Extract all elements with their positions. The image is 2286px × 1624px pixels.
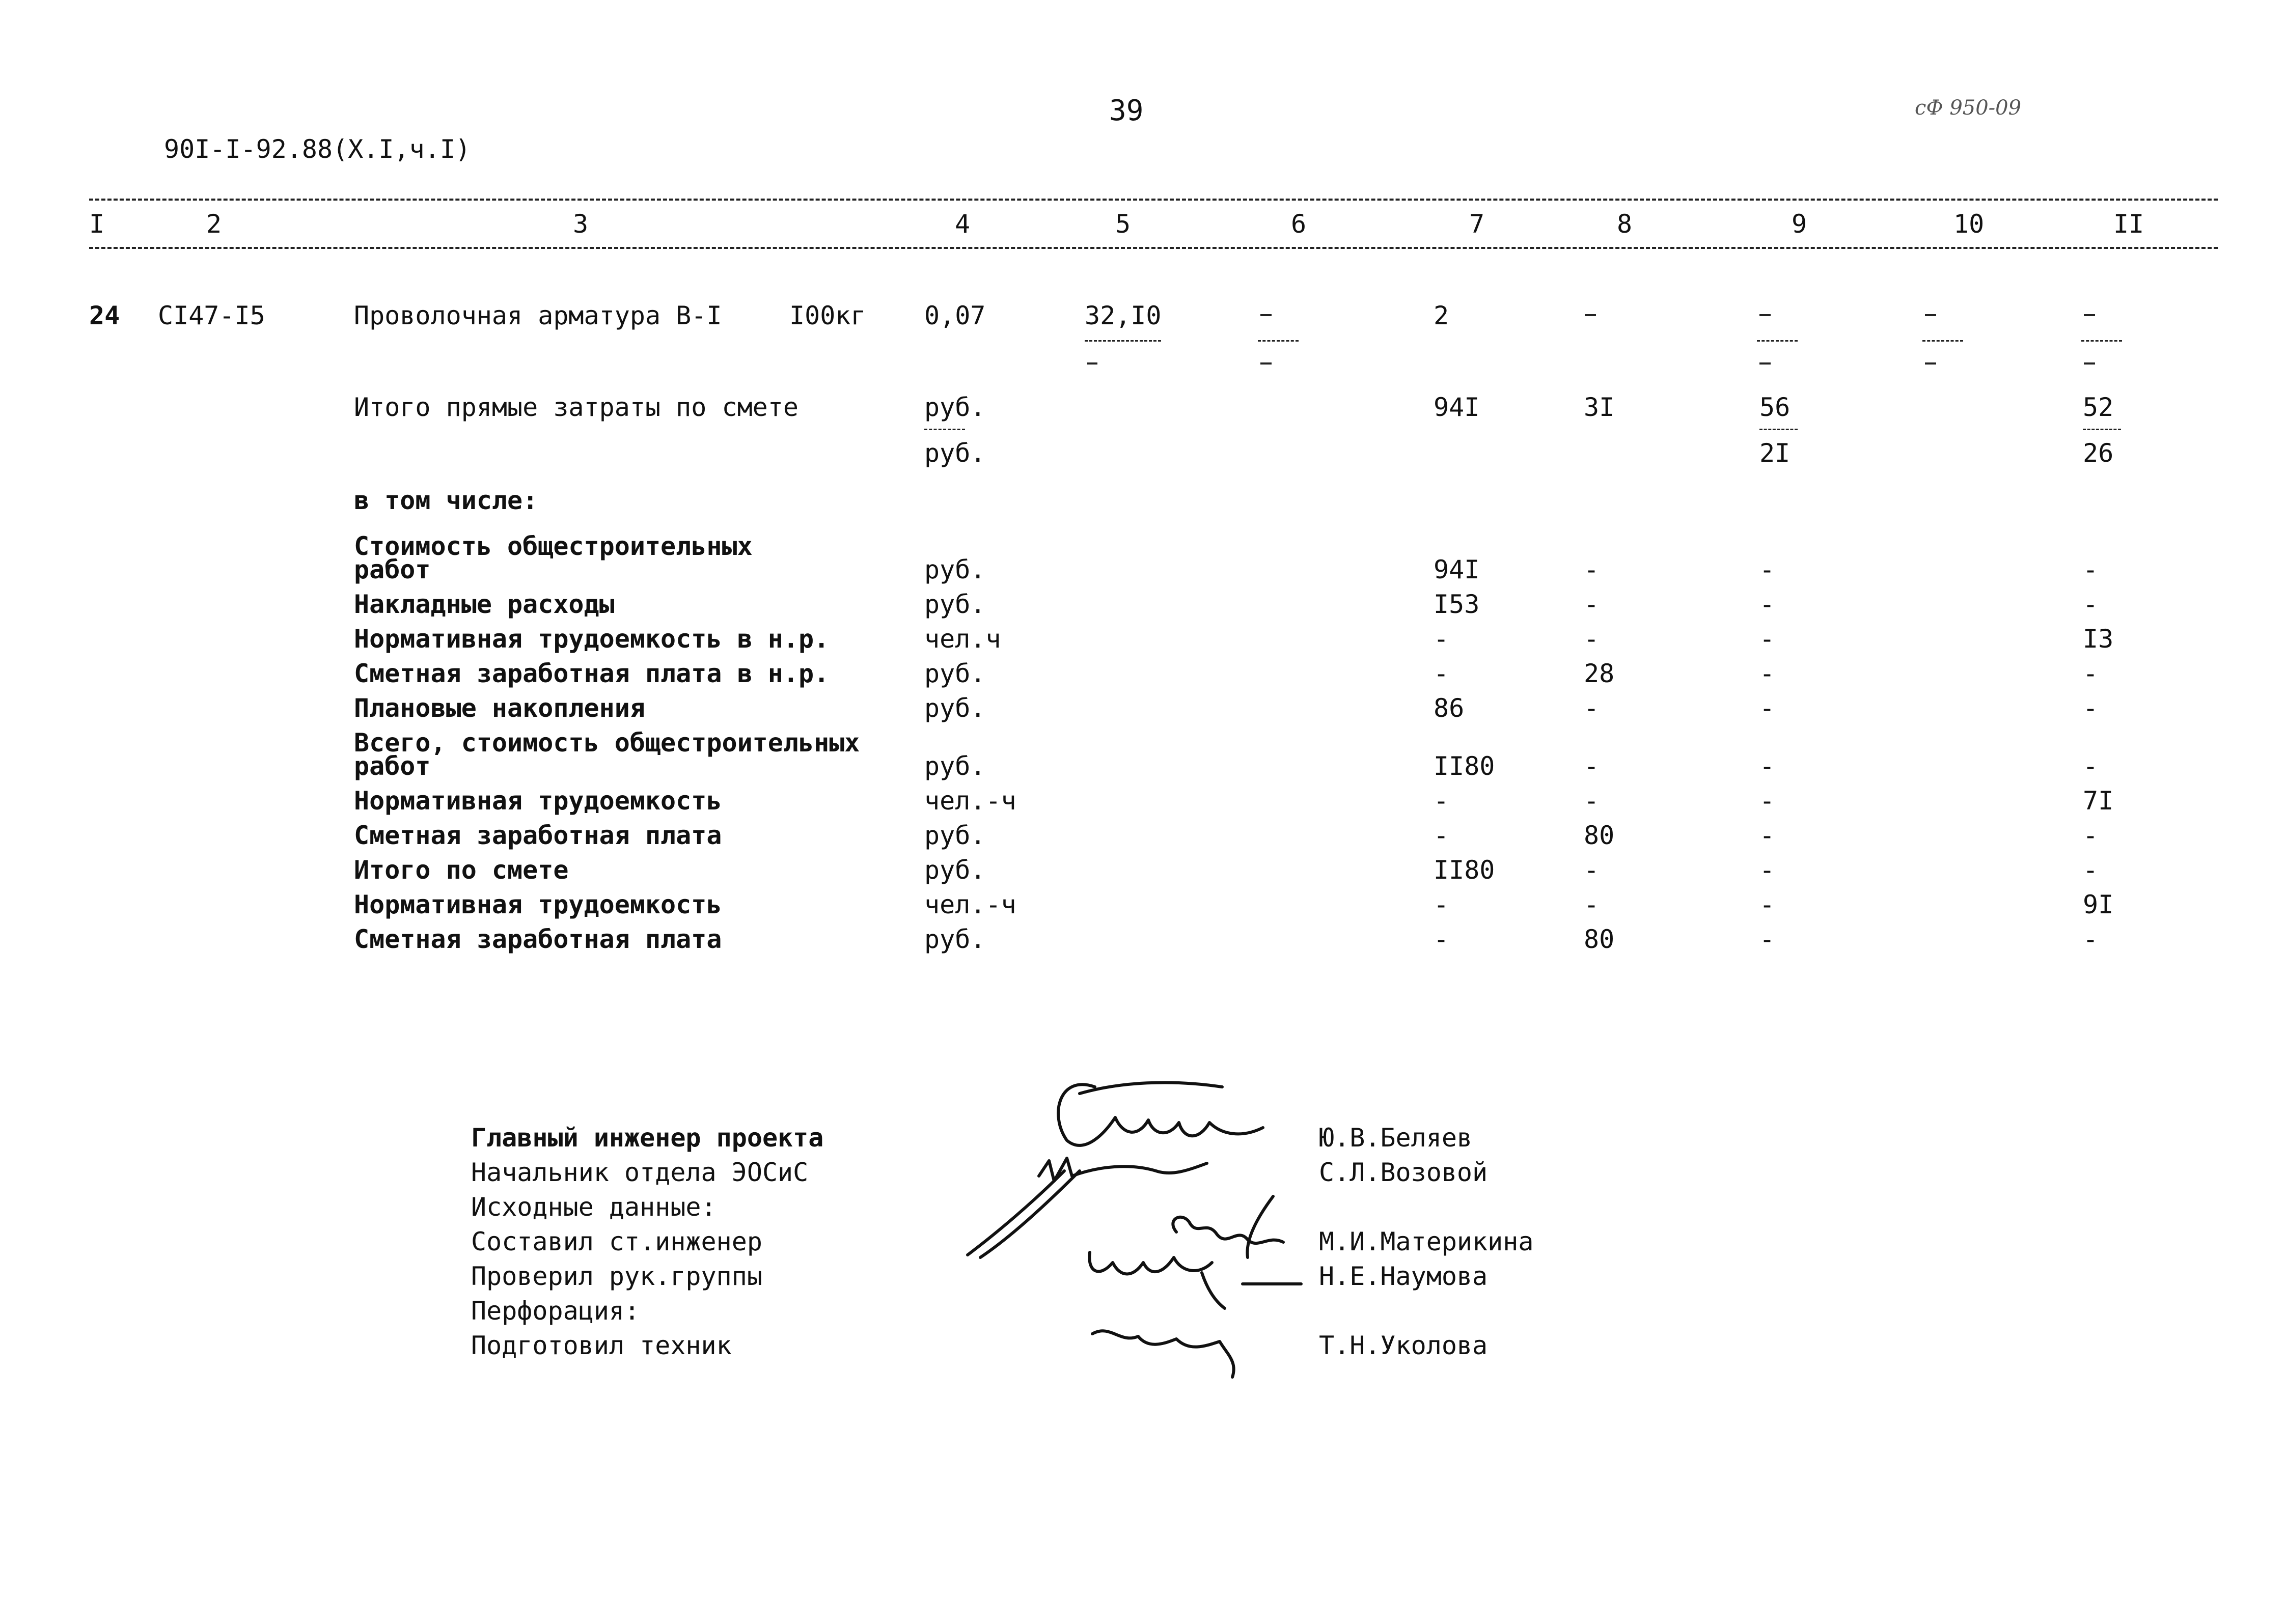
row-c7: - [1434, 890, 1449, 919]
row-label: Сметная заработная плата [354, 925, 722, 954]
col-5: 5 [1115, 209, 1131, 239]
item-number: 24 [89, 301, 120, 330]
row-label: Сметная заработная плата в н.р. [354, 659, 830, 688]
row-label: Накладные расходы [354, 590, 615, 619]
sign-name: М.И.Материкина [1319, 1227, 1534, 1256]
totals-c8: 3I [1584, 393, 1615, 422]
col-7: 7 [1469, 209, 1485, 239]
item-code: CI47-I5 [158, 301, 265, 330]
row-c11: I3 [2083, 624, 2114, 654]
totals-c9-top: 56 [1759, 393, 1791, 422]
row-label: Плановые накопления [354, 693, 645, 723]
sign-role: Перфорация: [471, 1296, 640, 1326]
row-label-cont: работ [354, 555, 431, 584]
row-c7: II80 [1434, 751, 1495, 781]
row-label: Нормативная трудоемкость [354, 890, 722, 919]
row-c7: - [1434, 659, 1449, 688]
row-c11: - [2083, 751, 2099, 781]
row-c8: - [1584, 786, 1600, 816]
totals-label: Итого прямые затраты по смете [354, 393, 798, 422]
item-name: Проволочная арматура В-I [354, 301, 722, 330]
col-11: II [2113, 209, 2144, 239]
row-c11: - [2083, 590, 2099, 619]
row-c11: - [2083, 855, 2099, 885]
row-c11: - [2083, 693, 2099, 723]
row-c11: 9I [2083, 890, 2114, 919]
col-10: 10 [1953, 209, 1985, 239]
row-unit: руб. [924, 693, 986, 723]
row-c7: 94I [1434, 555, 1480, 584]
archive-stamp: сФ 950-09 [1915, 96, 2022, 120]
row-c9: - [1759, 821, 1775, 850]
row-c8: - [1584, 890, 1600, 919]
row-c11: - [2083, 821, 2099, 850]
row-c8: 80 [1584, 821, 1615, 850]
sign-role: Составил ст.инженер [471, 1227, 762, 1256]
row-c8: - [1584, 751, 1600, 781]
row-c9: - [1759, 693, 1775, 723]
col-4: 4 [955, 209, 971, 239]
sign-name: С.Л.Возовой [1319, 1158, 1488, 1187]
totals-c9-bottom: 2I [1759, 438, 1791, 468]
col-1: I [89, 209, 105, 239]
including-label: в том числе: [354, 486, 538, 515]
item-c7: 2 [1434, 301, 1449, 330]
col-8: 8 [1617, 209, 1633, 239]
item-qty: 0,07 [924, 301, 986, 330]
row-c9: - [1759, 555, 1775, 584]
page-number: 39 [1109, 94, 1144, 127]
totals-unit-bottom: руб. [924, 438, 986, 468]
row-c11: - [2083, 925, 2099, 954]
row-c7: - [1434, 925, 1449, 954]
col-9: 9 [1792, 209, 1807, 239]
row-label-cont: работ [354, 751, 431, 781]
row-unit: руб. [924, 855, 986, 885]
row-unit: руб. [924, 590, 986, 619]
sign-role: Проверил рук.группы [471, 1262, 762, 1291]
item-unit: I00кг [789, 301, 866, 330]
row-c9: - [1759, 855, 1775, 885]
document-code: 90I-I-92.88(X.I,ч.I) [164, 134, 471, 164]
item-price: 32,I0 [1085, 301, 1162, 330]
sign-role: Подготовил техник [471, 1331, 732, 1360]
row-c8: - [1584, 693, 1600, 723]
row-c9: - [1759, 890, 1775, 919]
col-3: 3 [573, 209, 589, 239]
row-unit: руб. [924, 751, 986, 781]
row-c7: I53 [1434, 590, 1480, 619]
row-unit: руб. [924, 925, 986, 954]
row-c7: - [1434, 624, 1449, 654]
row-label: Всего, стоимость общестроительных [354, 728, 860, 758]
sign-name: Т.Н.Уколова [1319, 1331, 1488, 1360]
row-c7: 86 [1434, 693, 1465, 723]
row-c7: - [1434, 786, 1449, 816]
row-c8: - [1584, 855, 1600, 885]
row-unit: руб. [924, 555, 986, 584]
col-2: 2 [206, 209, 222, 239]
row-c11: - [2083, 659, 2099, 688]
totals-c11-top: 52 [2083, 393, 2114, 422]
row-label: Нормативная трудоемкость в н.р. [354, 624, 830, 654]
sign-role: Начальник отдела ЭОСиС [471, 1158, 809, 1187]
row-unit: чел.ч [924, 624, 1001, 654]
row-c11: 7I [2083, 786, 2114, 816]
row-c8: 80 [1584, 925, 1615, 954]
col-6: 6 [1291, 209, 1307, 239]
row-label: Нормативная трудоемкость [354, 786, 722, 816]
row-label: Итого по смете [354, 855, 569, 885]
row-c8: 28 [1584, 659, 1615, 688]
row-c9: - [1759, 659, 1775, 688]
sign-role: Главный инженер проекта [471, 1123, 824, 1153]
row-c9: - [1759, 751, 1775, 781]
row-c7: - [1434, 821, 1449, 850]
sign-role: Исходные данные: [471, 1192, 717, 1222]
row-c8: - [1584, 555, 1600, 584]
row-unit: чел.-ч [924, 890, 1016, 919]
row-label: Сметная заработная плата [354, 821, 722, 850]
row-c11: - [2083, 555, 2099, 584]
totals-unit-top: руб. [924, 393, 986, 422]
row-unit: руб. [924, 659, 986, 688]
row-label: Стоимость общестроительных [354, 531, 753, 561]
row-c9: - [1759, 786, 1775, 816]
row-c7: II80 [1434, 855, 1495, 885]
totals-c11-bottom: 26 [2083, 438, 2114, 468]
sign-name: Н.Е.Наумова [1319, 1262, 1488, 1291]
row-c9: - [1759, 590, 1775, 619]
totals-c7: 94I [1434, 393, 1480, 422]
row-c9: - [1759, 925, 1775, 954]
sign-name: Ю.В.Беляев [1319, 1123, 1473, 1153]
row-c8: - [1584, 624, 1600, 654]
row-unit: руб. [924, 821, 986, 850]
row-unit: чел.-ч [924, 786, 1016, 816]
row-c8: - [1584, 590, 1600, 619]
row-c9: - [1759, 624, 1775, 654]
